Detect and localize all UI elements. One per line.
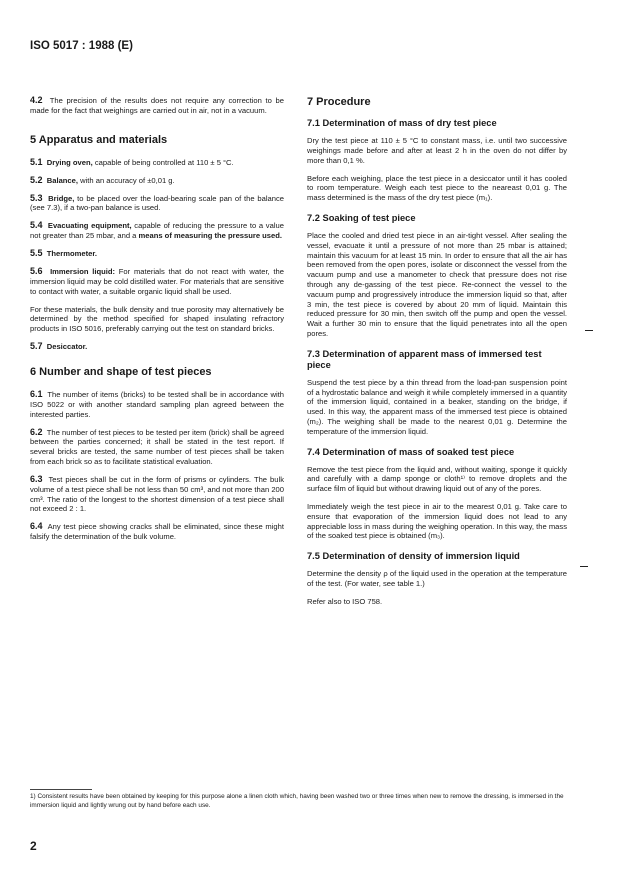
clause-5-5 <box>30 249 284 259</box>
clause-label: Desiccator. <box>46 342 88 352</box>
paragraph-7-5-b: Refer also to ISO 758. <box>307 597 383 607</box>
clause-label: Immersion liquid: <box>50 267 116 277</box>
clause-number: 6.4 <box>30 521 43 532</box>
clause-6-3 <box>30 475 284 514</box>
footnote-separator <box>30 789 92 790</box>
paragraph-7-4-b: Immediately weigh the test piece in air to the mearest 0,01 g. Take care to ensure that evaporation of the immersion liquid does not lead to any appreciable loss in mass during the weighing operation. In this way, the mass of the soaked test piece is obtained (m₃). <box>307 502 567 541</box>
clause-text: capable of being controlled at 110 ± 5 °C. <box>94 157 234 167</box>
clause-6-2 <box>30 428 284 467</box>
clause-text: For materials that do not react with water, the immersion liquid may be cold distilled water. For materials that are sensitive to contact with water, a suitable organic liquid shall be used. <box>30 267 284 296</box>
clause-4-2 <box>30 96 284 116</box>
section-5-heading: 5 Apparatus and materials <box>30 133 168 146</box>
clause-label: Drying oven, <box>46 157 93 167</box>
clause-number: 5.5 <box>30 248 43 259</box>
subsection-7-2-heading: 7.2 Soaking of test piece <box>307 212 416 223</box>
clause-5-6 <box>30 267 284 296</box>
clause-number: 5.4 <box>30 220 43 231</box>
clause-number: 6.2 <box>30 426 43 437</box>
revision-bar <box>580 566 588 567</box>
clause-text: Any test piece showing cracks shall be eliminated, since these might falsify the determination of the bulk volume. <box>30 522 284 542</box>
clause-text: with an accuracy of ±0,01 g. <box>80 175 175 185</box>
clause-label: Bridge, <box>48 193 75 203</box>
subsection-7-1-heading: 7.1 Determination of mass of dry test piece <box>307 118 497 128</box>
clause-5-6-continuation: For these materials, the bulk density and true porosity may alternatively be determined by the method specified for shaped insulating refractory products in ISO 5016, preferably carrying out the test on standard bricks. <box>30 304 284 334</box>
clause-number: 6.3 <box>30 474 43 485</box>
page-number: 2 <box>30 839 37 853</box>
clause-label: Balance, <box>46 175 78 185</box>
right-column <box>307 96 567 615</box>
clause-text: The number of test pieces to be tested per item (brick) shall be agreed between the parties concerned; it shall be stated in the test report. If several bricks are tested, the same number of test pieces shall be taken from each brick so as to facilitate statistical evaluation. <box>30 427 284 467</box>
clause-label: Evacuating equipment, <box>47 221 132 231</box>
clause-5-4 <box>30 221 284 241</box>
subsection-7-5-heading: 7.5 Determination of density of immersion liquid <box>307 551 520 562</box>
clause-6-4 <box>30 522 284 542</box>
clause-text: The precision of the results does not require any correction to be made for the fact that weighings are carried out in air, not in a vacuum. <box>30 96 284 115</box>
clause-6-1 <box>30 390 284 419</box>
left-column <box>30 96 284 550</box>
clause-5-3 <box>30 194 284 214</box>
subsection-7-3-heading: 7.3 Determination of apparent mass of immersed test piece <box>307 348 542 370</box>
clause-text: Test pieces shall be cut in the form of prisms or cylinders. The bulk volume of a test piece shall be not less than 50 cm³, and not more than 200 cm³. The ratio of the longest to the shortest dimension of a test piece shall not exceed 2 : 1. <box>30 475 284 514</box>
paragraph-7-1-b: Before each weighing, place the test piece in a desiccator until it has cooled to room temperature. Weigh each test piece to the neareast 0,01 g. The mass determined is the mass of the dry test piece (m₁). <box>307 173 567 203</box>
paragraph-7-4-a: Remove the test piece from the liquid and, without waiting, sponge it quickly and carefully with a damp sponge or cloth¹⁾ to remove droplets and the surface film of liquid but without drawing liquid out of any of the pores. <box>307 464 567 494</box>
paragraph-7-2: Place the cooled and dried test piece in an air-tight vessel. After sealing the vessel, evacuate it until a pressure of not more than 25 mbar is attained; maintain this vacuum for at least 15 min. In order to ensure that all the air has been removed from the open pores, isolate or disconnect the vessel from the vacuum pump and use a manometer to check that pressure does not rise through any de-gassing of the test piece. Re-connect the vessel to the vacuum pump and progressively introduce the immersion liquid so that, after 3 min, the test piece is covered by about 20 mm of liquid. Maintain this reduced pressure for 30 min, then switch off the pump and open the vessel. Wait a further 30 min to ensure that the liquid penetrates into all the open pores. <box>307 230 568 338</box>
paragraph-7-3: Suspend the test piece by a thin thread from the load-pan suspension point of a hydrostatic balance and weigh it while completely immersed in a quantity of the immersion liquid, contained in a beaker, standing on the bridge, if used. In this way, the apparent mass of the immersed test piece is obtained (m₂). The weighing shall be made to the nearest 0,01 g. Determine the temperature of the immersion liquid. <box>307 377 567 436</box>
clause-label: Thermometer. <box>46 249 97 259</box>
clause-number: 4.2 <box>30 95 43 105</box>
clause-label: means of measuring the pressure used. <box>138 231 282 241</box>
clause-number: 5.7 <box>30 341 43 352</box>
clause-text: The number of items (bricks) to be tested shall be in accordance with ISO 5022 or with another standard sampling plan agreed between the interested parties. <box>30 390 285 419</box>
clause-number: 5.3 <box>30 192 43 203</box>
clause-number: 6.1 <box>30 389 43 400</box>
document-header: ISO 5017 : 1988 (E) <box>30 40 133 52</box>
clause-text: capable of reducing the pressure to a value not greater than 25 mbar, and a <box>30 221 284 241</box>
clause-5-1 <box>30 158 284 168</box>
paragraph-7-5-a: Determine the density ρ of the liquid used in the operation at the temperature of the test. (For water, see table 1.) <box>307 569 567 589</box>
footnote: 1) Consistent results have been obtained by keeping for this purpose alone a linen cloth which, having been washed two or three times when new to remove the dressing, is immersed in the immersion liquid and lightly wrung out by hand before each use. <box>30 793 564 809</box>
clause-text: to be placed over the load-bearing scale pan of the balance (see 7.3), if a two-pan balance is used. <box>30 193 284 213</box>
section-7-heading: 7 Procedure <box>307 96 371 108</box>
section-6-heading: 6 Number and shape of test pieces <box>30 366 212 379</box>
paragraph-7-1-a: Dry the test piece at 110 ± 5 °C to constant mass, i.e. until two successive weighings made before and after at least 2 h in the oven do not differ by more than 0,1 %. <box>307 136 567 165</box>
revision-bar <box>585 330 593 331</box>
clause-number: 5.2 <box>30 174 43 185</box>
clause-5-7 <box>30 342 284 352</box>
subsection-7-4-heading: 7.4 Determination of mass of soaked test piece <box>307 446 515 457</box>
clause-5-2 <box>30 176 284 186</box>
clause-number: 5.6 <box>30 266 43 277</box>
clause-number: 5.1 <box>30 156 43 167</box>
